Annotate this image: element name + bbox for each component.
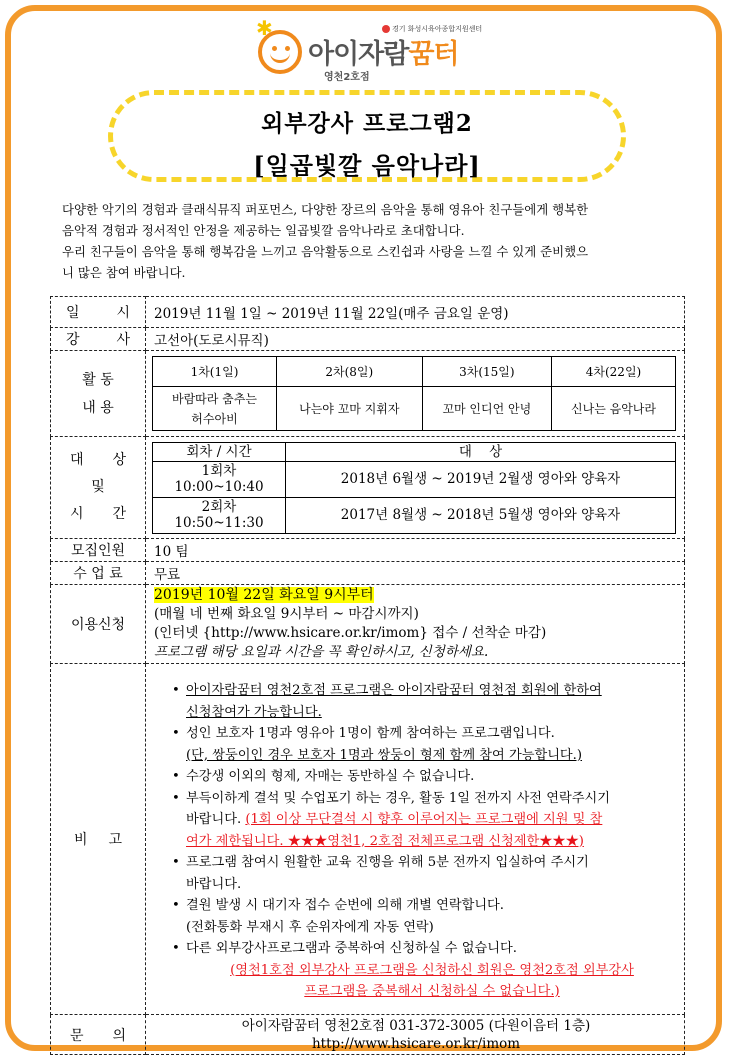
round-time: 2회차 10:50~11:30 bbox=[153, 497, 286, 533]
star-icon: ✱ bbox=[256, 16, 273, 40]
target-label: 대 상 및 시 간 bbox=[51, 437, 146, 539]
fee-label: 수 업 료 bbox=[51, 562, 146, 585]
page-subtitle: [일곱빛깔 음악나라] bbox=[253, 151, 481, 180]
activities-row bbox=[51, 351, 685, 437]
inquiry-contact: 아이자람꿈터 영천2호점 031-372-3005 (다원이음터 1층) bbox=[241, 1017, 591, 1034]
title-box bbox=[108, 90, 626, 182]
smile-face-icon bbox=[258, 30, 302, 74]
inquiry-url[interactable]: http://www.hsicare.or.kr/imom bbox=[311, 1035, 521, 1052]
session-round: 4차(22일) bbox=[552, 357, 676, 387]
logo bbox=[250, 16, 500, 88]
instructor-row bbox=[51, 328, 685, 351]
session-content: 바람따라 춤추는 허수아비 bbox=[153, 387, 277, 431]
application-method: (인터넷 {http://www.hsicare.or.kr/imom} 접수 / 선착순 마감) bbox=[154, 625, 547, 641]
schedule-value: 2019년 11월 1일 ~ 2019년 11월 22일(매주 금요일 운영) bbox=[146, 297, 685, 328]
intro-line: 우리 친구들이 음악을 통해 행복감을 느끼고 음악활동으로 스킨쉽과 사랑을 느낄 수 있게 준비했으 bbox=[62, 244, 589, 259]
logo-name: 아이자람꿈터 bbox=[308, 39, 459, 70]
session-content: 나는야 꼬마 지휘자 bbox=[276, 387, 422, 431]
target-table bbox=[152, 442, 676, 534]
application-date: 2019년 10월 22일 화요일 9시부터 bbox=[154, 587, 374, 603]
instructor-value: 고선아(도로시뮤직) bbox=[146, 328, 685, 351]
intro-line: 니 많은 참여 바랍니다. bbox=[62, 265, 186, 280]
page-title: 외부강사 프로그램2 bbox=[261, 110, 473, 137]
target-row bbox=[51, 437, 685, 539]
inquiry-row bbox=[51, 1015, 685, 1055]
application-notice: 프로그램 해당 요일과 시간을 꼭 확인하시고, 신청하세요. bbox=[154, 644, 489, 660]
capacity-row bbox=[51, 539, 685, 562]
note-item: • 부득이하게 결석 및 수업포기 하는 경우, 활동 1일 전까지 사전 연락주시기 바랍니다. (1회 이상 무단결석 시 향후 이루어지는 프로그램에 지원 및 참 여가 제한됩니다. ★★★영천1, 2호점 전체프로그램 신청제한★★★) bbox=[172, 788, 678, 853]
center-name: 경기 화성시육아종합지원센터 bbox=[382, 24, 482, 34]
note-item: • 결원 발생 시 대기자 접수 순번에 의해 개별 연락합니다. (전화통화 부재시 후 순위자에게 자동 연락) bbox=[172, 895, 678, 938]
note-item: • 프로그램 참여시 원활한 교육 진행을 위해 5분 전까지 입실하여 주시기 바랍니다. bbox=[172, 852, 678, 895]
fee-value: 무료 bbox=[146, 562, 685, 585]
session-round: 2차(8일) bbox=[276, 357, 422, 387]
session-content: 꼬마 인디언 안녕 bbox=[422, 387, 551, 431]
target-header-round: 회차 / 시간 bbox=[153, 442, 286, 461]
session-round: 1차(1일) bbox=[153, 357, 277, 387]
notes-label: 비 고 bbox=[51, 664, 146, 1015]
note-item: • 아이자람꿈터 영천2호점 프로그램은 아이자람꿈터 영천점 회원에 한하여 신청참여가 가능합니다. bbox=[172, 680, 678, 723]
intro-line: 음악적 경험과 정서적인 안정을 제공하는 일곱빛깔 음악나라로 초대합니다. bbox=[62, 223, 465, 238]
instructor-label: 강 사 bbox=[51, 328, 146, 351]
application-label: 이용신청 bbox=[51, 585, 146, 664]
logo-branch: 영천2호점 bbox=[324, 72, 370, 83]
intro-line: 다양한 악기의 경험과 클래식뮤직 퍼포먼스, 다양한 장르의 음악을 통해 영유아 친구들에게 행복한 bbox=[62, 202, 589, 217]
schedule-row bbox=[51, 297, 685, 328]
note-item: • 수강생 이외의 형제, 자매는 동반하실 수 없습니다. bbox=[172, 766, 678, 788]
capacity-value: 10 팀 bbox=[146, 539, 685, 562]
session-content: 신나는 음악나라 bbox=[552, 387, 676, 431]
note-item: • 성인 보호자 1명과 영유아 1명이 함께 참여하는 프로그램입니다. (단, 쌍둥이인 경우 보호자 1명과 쌍둥이 형제 함께 참여 가능합니다.) bbox=[172, 723, 678, 766]
target-value: 2018년 6월생 ~ 2019년 2월생 영아와 양육자 bbox=[286, 461, 676, 497]
intro-text bbox=[62, 199, 682, 283]
round-time: 1회차 10:00~10:40 bbox=[153, 461, 286, 497]
notes-list bbox=[154, 680, 678, 1003]
notes-row bbox=[51, 664, 685, 1015]
info-table bbox=[50, 296, 685, 1055]
target-value: 2017년 8월생 ~ 2018년 5월생 영아와 양육자 bbox=[286, 497, 676, 533]
application-row bbox=[51, 585, 685, 664]
fee-row bbox=[51, 562, 685, 585]
capacity-label: 모집인원 bbox=[51, 539, 146, 562]
inquiry-label: 문 의 bbox=[51, 1015, 146, 1055]
target-header: 대 상 bbox=[286, 442, 676, 461]
note-warning: (영천1호점 외부강사 프로그램을 신청하신 회원은 영천2호점 외부강사 프로그램을 중복해서 신청하실 수 없습니다.) bbox=[230, 962, 634, 999]
application-schedule: (매월 네 번째 화요일 9시부터 ~ 마감시까지) bbox=[154, 606, 419, 622]
note-item: • 다른 외부강사프로그램과 중복하여 신청하실 수 없습니다. bbox=[172, 938, 678, 960]
session-round: 3차(15일) bbox=[422, 357, 551, 387]
activities-label: 활 동 내 용 bbox=[51, 351, 146, 437]
activities-table bbox=[152, 356, 676, 431]
schedule-label: 일 시 bbox=[51, 297, 146, 328]
